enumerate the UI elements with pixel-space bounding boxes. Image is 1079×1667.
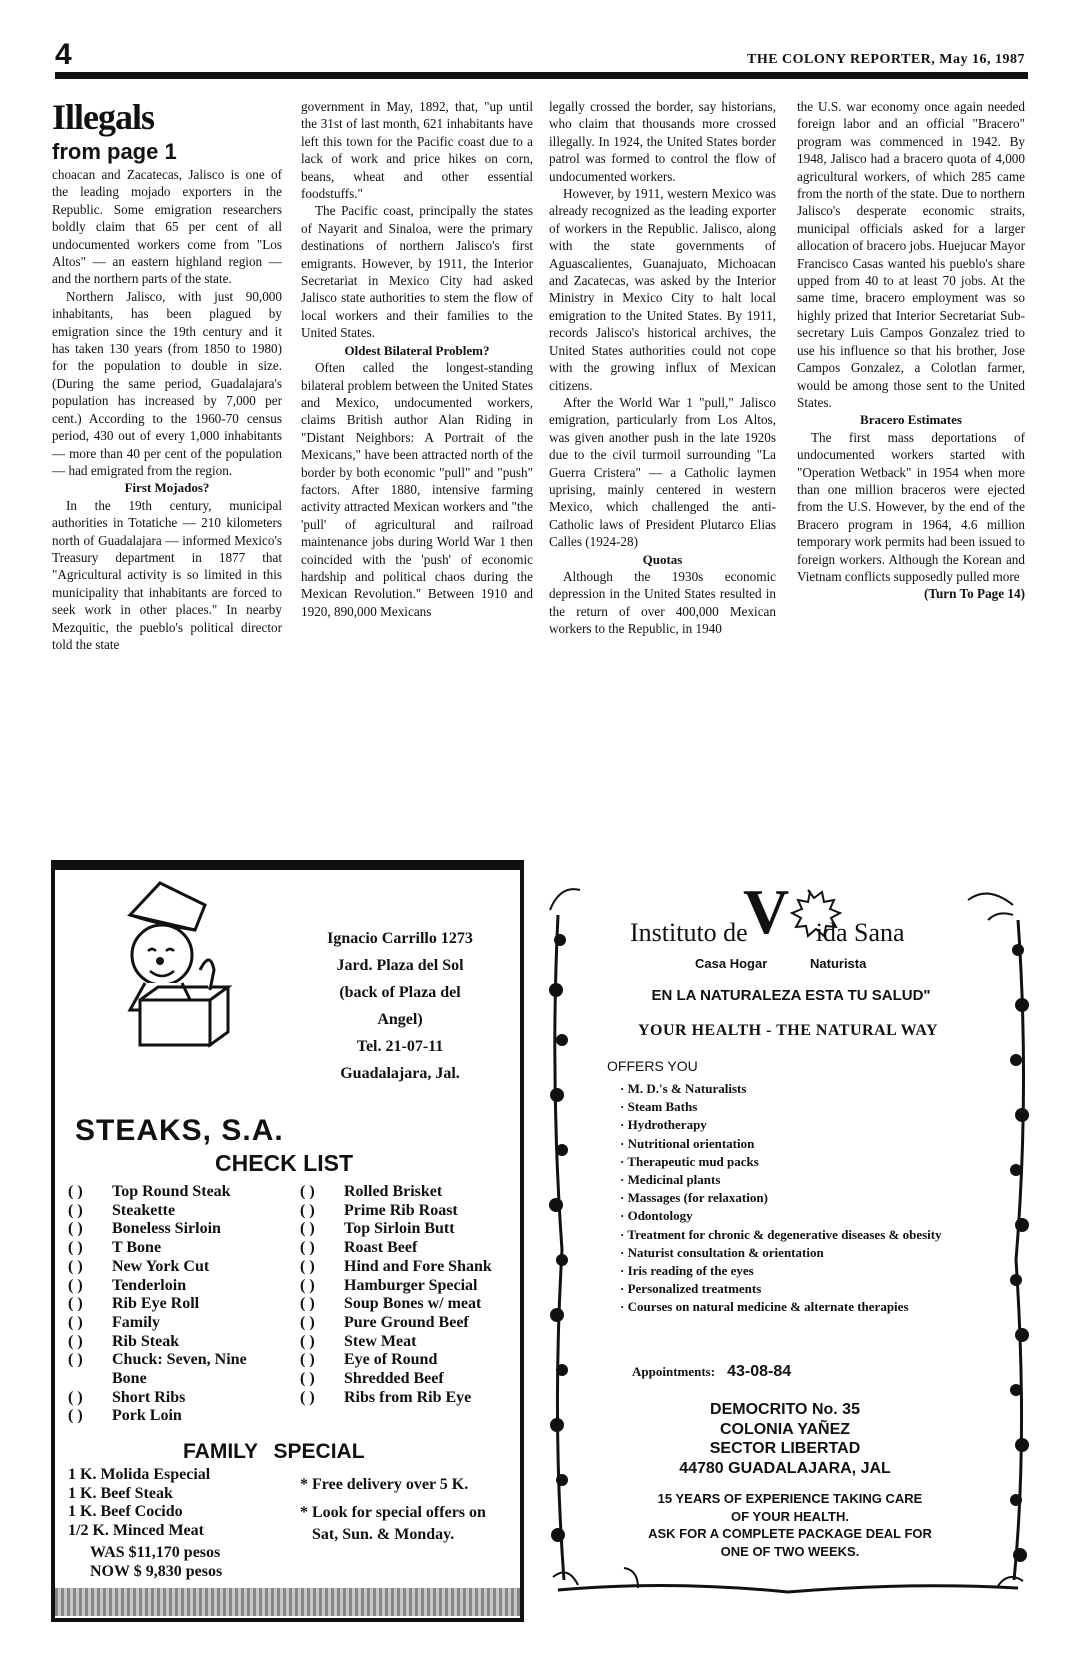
checklist-right bbox=[300, 1183, 510, 1407]
offers-heading: OFFERS YOU bbox=[607, 1058, 698, 1074]
appointments-label: Appointments: bbox=[632, 1364, 716, 1379]
address-line: COLONIA YAÑEZ bbox=[719, 1420, 851, 1438]
checklist-item bbox=[300, 1389, 510, 1408]
paragraph: legally crossed the border, say historians, who claim that thousands more crossed illegally. In 1924, the United States border patrol was formed to control the flow of undocumented workers. bbox=[549, 99, 776, 184]
institute-name-right: ida Sana bbox=[815, 918, 905, 947]
checklist-item bbox=[68, 1202, 283, 1221]
subhead: Quotas bbox=[642, 551, 683, 567]
item-label: Soup Bones w/ meat bbox=[344, 1295, 482, 1313]
address-line: SECTOR LIBERTAD bbox=[709, 1440, 861, 1457]
paragraph: The Pacific coast, principally the states of Nayarit and Sinaloa, were the primary destinations of northern Jalisco's first emigrants. However, by 1911, the Interior Secretariat in Mexico City had asked Jalisco state authorities to stem the flow of local workers and their families to the United States. bbox=[301, 203, 533, 341]
paragraph: Although the 1930s economic depression in the United States resulted in the return of over 400,000 Mexican workers to the Republic, in 1940 bbox=[549, 568, 776, 637]
note: * Look for special offers on Sat, Sun. & Monday. bbox=[300, 1504, 486, 1543]
checkbox: ( ) bbox=[300, 1370, 315, 1388]
masthead: THE COLONY REPORTER, May 16, 1987 bbox=[746, 52, 1025, 67]
institute-sub-left: Casa Hogar bbox=[695, 956, 768, 971]
service-item: · Courses on natural medicine & alternate therapies bbox=[620, 1299, 909, 1315]
checklist-item bbox=[68, 1183, 283, 1202]
paragraph: After the World War 1 "pull," Jalisco emigration, particularly from Los Altos, was given another push in the late 1920s due to the civil turmoil surrounding "La Guerra Cristera" — a Catholic laymen uprising, mainly centered in western Mexico, which challenged the anti-Catholic laws of President Plutarco Elias Calles (1924-28) bbox=[549, 394, 776, 550]
item-label: Top Sirloin Butt bbox=[344, 1220, 455, 1238]
address-line: Guadalajara, Jal. bbox=[340, 1065, 460, 1082]
service-label: Courses on natural medicine & alternate therapies bbox=[627, 1299, 909, 1315]
checkbox: ( ) bbox=[300, 1239, 315, 1257]
item-label: New York Cut bbox=[112, 1257, 210, 1275]
service-label: Steam Baths bbox=[627, 1099, 698, 1115]
service-item: · Iris reading of the eyes bbox=[620, 1263, 754, 1279]
item-label: Chuck: Seven, Nine Bone bbox=[112, 1351, 247, 1388]
institute-logo-v: V bbox=[743, 876, 790, 947]
checklist-item bbox=[68, 1389, 283, 1408]
checkbox: ( ) bbox=[68, 1351, 83, 1369]
chef-mascot-icon bbox=[100, 875, 240, 1055]
footer-line: ONE OF TWO WEEKS. bbox=[720, 1543, 860, 1559]
checkbox: ( ) bbox=[68, 1313, 83, 1331]
service-label: Nutritional orientation bbox=[627, 1135, 755, 1151]
service-item: · Massages (for relaxation) bbox=[620, 1190, 768, 1206]
subhead: Oldest Bilateral Problem? bbox=[344, 342, 490, 358]
checkbox: ( ) bbox=[68, 1332, 83, 1350]
paragraph: However, by 1911, western Mexico was already recognized as the leading exporter of workers in the Republic. Jalisco, along with the state governments of Aguascalientes, Guanajuato, Michoacan and Zacatecas, was asked by the Interior Ministry in Mexico City to halt local emigration to the United States. By 1911, records Jalisco's historical archives, the United States authorities could not cope with the growing influx of Mexican citizens. bbox=[549, 186, 776, 393]
headline: Illegals bbox=[52, 97, 155, 137]
paragraph: Northern Jalisco, with just 90,000 inhabitants, has been plagued by emigration since the 19th century and it has taken 130 years (from 1850 to 1980) for the population to double in size. (During the same period, Guadalajara's population has increased by 7,000 per cent.) According to the 1960-70 census period, 430 out of every 1,000 inhabitants — more than 40 per cent of the population — had emigrated from the region. bbox=[52, 288, 282, 478]
checkbox: ( ) bbox=[68, 1295, 83, 1313]
checkbox: ( ) bbox=[300, 1313, 315, 1331]
appointments-phone: 43-08-84 bbox=[727, 1363, 792, 1380]
item-label: T Bone bbox=[112, 1239, 162, 1257]
service-label: Therapeutic mud packs bbox=[627, 1153, 759, 1169]
checkbox: ( ) bbox=[68, 1220, 83, 1238]
checklist-item bbox=[300, 1183, 510, 1202]
checklist-item bbox=[300, 1333, 510, 1352]
checklist-item bbox=[68, 1351, 283, 1388]
checkbox: ( ) bbox=[300, 1257, 315, 1275]
address-line: DEMOCRITO No. 35 bbox=[710, 1401, 860, 1418]
subhead: Bracero Estimates bbox=[860, 412, 962, 428]
service-label: Treatment for chronic & degenerative diseases & obesity bbox=[627, 1226, 942, 1242]
steaks-address bbox=[300, 925, 500, 1087]
steaks-name: STEAKS, S.A. bbox=[75, 1114, 284, 1147]
institute-footer bbox=[590, 1490, 990, 1560]
paragraph: In the 19th century, municipal authorities in Totatiche — 210 kilometers north of Guadalajara — informed Mexico's Treasury department in 1877 that "Agricultural activity is so limited in this municipality that inhabitants are forced to seek work in other places." In nearby Mezquitic, the pueblo's political director told the state bbox=[52, 497, 282, 652]
paragraph: The first mass deportations of undocumented workers started with "Operation Wetback" in 1954 when more than one million braceros were ejected from the U.S. However, by the end of the Bracero program in 1964, 4.6 million temporary work permits had been issued to foreign workers. Although the Korean and Vietnam conflicts supposedly pulled more bbox=[797, 429, 1025, 584]
checklist-item bbox=[68, 1407, 283, 1426]
checkbox: ( ) bbox=[68, 1201, 83, 1219]
continued-to: (Turn To Page 14) bbox=[923, 586, 1025, 602]
service-label: Odontology bbox=[627, 1208, 693, 1224]
slogan-english: YOUR HEALTH - THE NATURAL WAY bbox=[637, 1022, 939, 1039]
family-item: 1 K. Beef Steak bbox=[68, 1484, 173, 1502]
footer-line: OF YOUR HEALTH. bbox=[731, 1508, 849, 1524]
checkbox: ( ) bbox=[300, 1220, 315, 1238]
address-line: Tel. 21-07-11 bbox=[356, 1038, 444, 1055]
checkbox: ( ) bbox=[68, 1276, 83, 1294]
checkbox: ( ) bbox=[68, 1183, 83, 1200]
item-label: Tenderloin bbox=[112, 1276, 187, 1294]
item-label: Pure Ground Beef bbox=[344, 1313, 469, 1331]
family-special-list bbox=[68, 1466, 283, 1540]
note: * Free delivery over 5 K. bbox=[300, 1476, 469, 1493]
article-column-2 bbox=[301, 98, 533, 620]
service-label: Naturist consultation & orientation bbox=[627, 1244, 824, 1260]
checklist-item bbox=[68, 1295, 283, 1314]
item-label: Boneless Sirloin bbox=[112, 1220, 221, 1238]
checklist-item bbox=[68, 1277, 283, 1296]
was-price: WAS $11,170 pesos bbox=[90, 1544, 221, 1561]
family-special-title: FAMILY SPECIAL bbox=[183, 1440, 365, 1463]
item-label: Short Ribs bbox=[112, 1388, 186, 1406]
institute-address bbox=[620, 1400, 950, 1478]
article-column-4 bbox=[797, 98, 1025, 603]
item-label: Hind and Fore Shank bbox=[344, 1257, 492, 1275]
appointments bbox=[632, 1363, 791, 1381]
checkbox: ( ) bbox=[300, 1332, 315, 1350]
item-label: Hamburger Special bbox=[344, 1276, 478, 1294]
footer-line: 15 YEARS OF EXPERIENCE TAKING CARE bbox=[657, 1491, 923, 1506]
item-label: Prime Rib Roast bbox=[344, 1201, 458, 1219]
page-number: 4 bbox=[55, 38, 72, 71]
institute-name-left: Instituto de bbox=[630, 918, 748, 947]
item-label: Rib Steak bbox=[112, 1332, 180, 1350]
service-item: · Medicinal plants bbox=[620, 1172, 721, 1188]
checkbox: ( ) bbox=[68, 1388, 83, 1406]
item-label: Top Round Steak bbox=[112, 1183, 231, 1200]
now-price: NOW $ 9,830 pesos bbox=[90, 1563, 223, 1580]
continued-from: from page 1 bbox=[52, 139, 177, 164]
checkbox: ( ) bbox=[300, 1295, 315, 1313]
checklist-item bbox=[300, 1202, 510, 1221]
service-item: · M. D.'s & Naturalists bbox=[620, 1081, 747, 1096]
checklist-item bbox=[300, 1314, 510, 1333]
checklist-item bbox=[68, 1220, 283, 1239]
item-label: Shredded Beef bbox=[344, 1370, 444, 1388]
item-label: Ribs from Rib Eye bbox=[344, 1388, 472, 1406]
checklist-item bbox=[68, 1333, 283, 1352]
service-item: · Nutritional orientation bbox=[620, 1135, 755, 1151]
paragraph: government in May, 1892, that, "up until the 31st of last month, 621 inhabitants have left this town for the Pacific coast due to a lack of work and price hikes on corn, beans, wheat and other essential foodstuffs." bbox=[301, 99, 533, 202]
service-item: · Naturist consultation & orientation bbox=[620, 1244, 824, 1260]
address-line: Jard. Plaza del Sol bbox=[336, 957, 464, 974]
slogan-spanish: EN LA NATURALEZA ESTA TU SALUD" bbox=[651, 987, 931, 1004]
family-item: 1 K. Beef Cocido bbox=[68, 1503, 183, 1520]
checkbox: ( ) bbox=[300, 1351, 315, 1369]
checklist-title: CHECK LIST bbox=[215, 1150, 353, 1176]
checkbox: ( ) bbox=[300, 1388, 315, 1406]
paragraph: choacan and Zacatecas, Jalisco is one of the leading mojado exporters in the Republic. Some emigration researchers boldly claim that 65 per cent of all undocumented workers come from "Los Altos" — an eastern highland region — and the northern parts of the state. bbox=[52, 167, 282, 287]
checkbox: ( ) bbox=[300, 1276, 315, 1294]
family-price bbox=[90, 1543, 222, 1581]
service-item: · Therapeutic mud packs bbox=[620, 1153, 759, 1169]
checklist-item bbox=[300, 1370, 510, 1389]
address-line: Ignacio Carrillo 1273 bbox=[327, 930, 473, 947]
checklist-item bbox=[300, 1295, 510, 1314]
checklist-left bbox=[68, 1183, 283, 1426]
service-item: · Personalized treatments bbox=[620, 1281, 762, 1297]
item-label: Family bbox=[112, 1313, 160, 1331]
checklist-item bbox=[68, 1314, 283, 1333]
checkbox: ( ) bbox=[68, 1257, 83, 1275]
service-label: Massages (for relaxation) bbox=[627, 1190, 768, 1206]
ad-bottom-band bbox=[55, 1588, 520, 1616]
checklist-item bbox=[300, 1258, 510, 1277]
checkbox: ( ) bbox=[68, 1407, 83, 1425]
article-column-3 bbox=[549, 98, 776, 638]
checklist-item bbox=[300, 1277, 510, 1296]
service-item: · Steam Baths bbox=[620, 1099, 698, 1115]
family-item: 1 K. Molida Especial bbox=[68, 1466, 211, 1483]
footer-line: ASK FOR A COMPLETE PACKAGE DEAL FOR bbox=[648, 1526, 932, 1541]
steaks-notes bbox=[300, 1474, 505, 1552]
checkbox: ( ) bbox=[300, 1201, 315, 1219]
item-label: Rolled Brisket bbox=[344, 1183, 443, 1200]
service-item: · Treatment for chronic & degenerative diseases & obesity bbox=[620, 1226, 942, 1242]
service-label: M. D.'s & Naturalists bbox=[627, 1081, 747, 1096]
family-item: 1/2 K. Minced Meat bbox=[68, 1521, 204, 1539]
header-rule bbox=[55, 72, 1028, 79]
checklist-item bbox=[300, 1239, 510, 1258]
address-line: 44780 GUADALAJARA, JAL bbox=[679, 1459, 891, 1477]
item-label: Stew Meat bbox=[344, 1332, 417, 1350]
paragraph: the U.S. war economy once again needed foreign labor and an official "Bracero" program was commenced in 1942. By 1948, Jalisco had a bracero quota of 4,000 agricultural workers, of which 285 came from the north of the state. Due to northern Jalisco's desperate economic straits, municipal officials asked for a larger allocation of bracero jobs. Huejucar Mayor Francisco Casas wanted his pueblo's share upped from 40 to at least 70 jobs. At the same time, bracero employment was so highly prized that Interior Secretariat Sub-secretary Luis Campos Gonzalez tried to use his influence so that his brother, Jose Campos Gonzalez, a Colotlan farmer, would be among those sent to the United States. bbox=[797, 99, 1025, 410]
item-label: Rib Eye Roll bbox=[112, 1295, 200, 1313]
address-line: (back of Plaza del bbox=[339, 984, 461, 1001]
service-item: · Odontology bbox=[620, 1208, 693, 1224]
checklist-item bbox=[300, 1351, 510, 1370]
service-label: Personalized treatments bbox=[627, 1281, 762, 1297]
item-label: Eye of Round bbox=[344, 1351, 438, 1369]
institute-sub-right: Naturista bbox=[810, 956, 867, 971]
checkbox: ( ) bbox=[300, 1183, 315, 1200]
service-label: Iris reading of the eyes bbox=[627, 1263, 754, 1279]
item-label: Steakette bbox=[112, 1201, 176, 1219]
service-label: Medicinal plants bbox=[627, 1172, 721, 1188]
checklist-item bbox=[300, 1220, 510, 1239]
address-line: Angel) bbox=[377, 1011, 423, 1028]
subhead: First Mojados? bbox=[124, 480, 210, 496]
article-column-1 bbox=[52, 98, 282, 653]
checkbox: ( ) bbox=[68, 1239, 83, 1257]
item-label: Pork Loin bbox=[112, 1407, 182, 1425]
checklist-item bbox=[68, 1258, 283, 1277]
service-label: Hydrotherapy bbox=[627, 1117, 707, 1133]
paragraph: Often called the longest-standing bilateral problem between the United States and Mexico, undocumented workers, claims British author Alan Riding in "Distant Neighbors: A Portrait of the Mexicans," have been attracted north of the border by both economic "pull" and "push" factors. After 1880, intensive farming activity attracted Mexican workers and "the 'pull' of agricultural and railroad maintenance jobs during World War 1 then coincided with the 'push' of economic hardship and political chaos during the Mexican Revolution." Between 1910 and 1920, 890,000 Mexicans bbox=[301, 360, 533, 619]
service-item: · Hydrotherapy bbox=[620, 1117, 707, 1133]
item-label: Roast Beef bbox=[344, 1239, 418, 1257]
services-list bbox=[612, 1080, 972, 1317]
checklist-item bbox=[68, 1239, 283, 1258]
